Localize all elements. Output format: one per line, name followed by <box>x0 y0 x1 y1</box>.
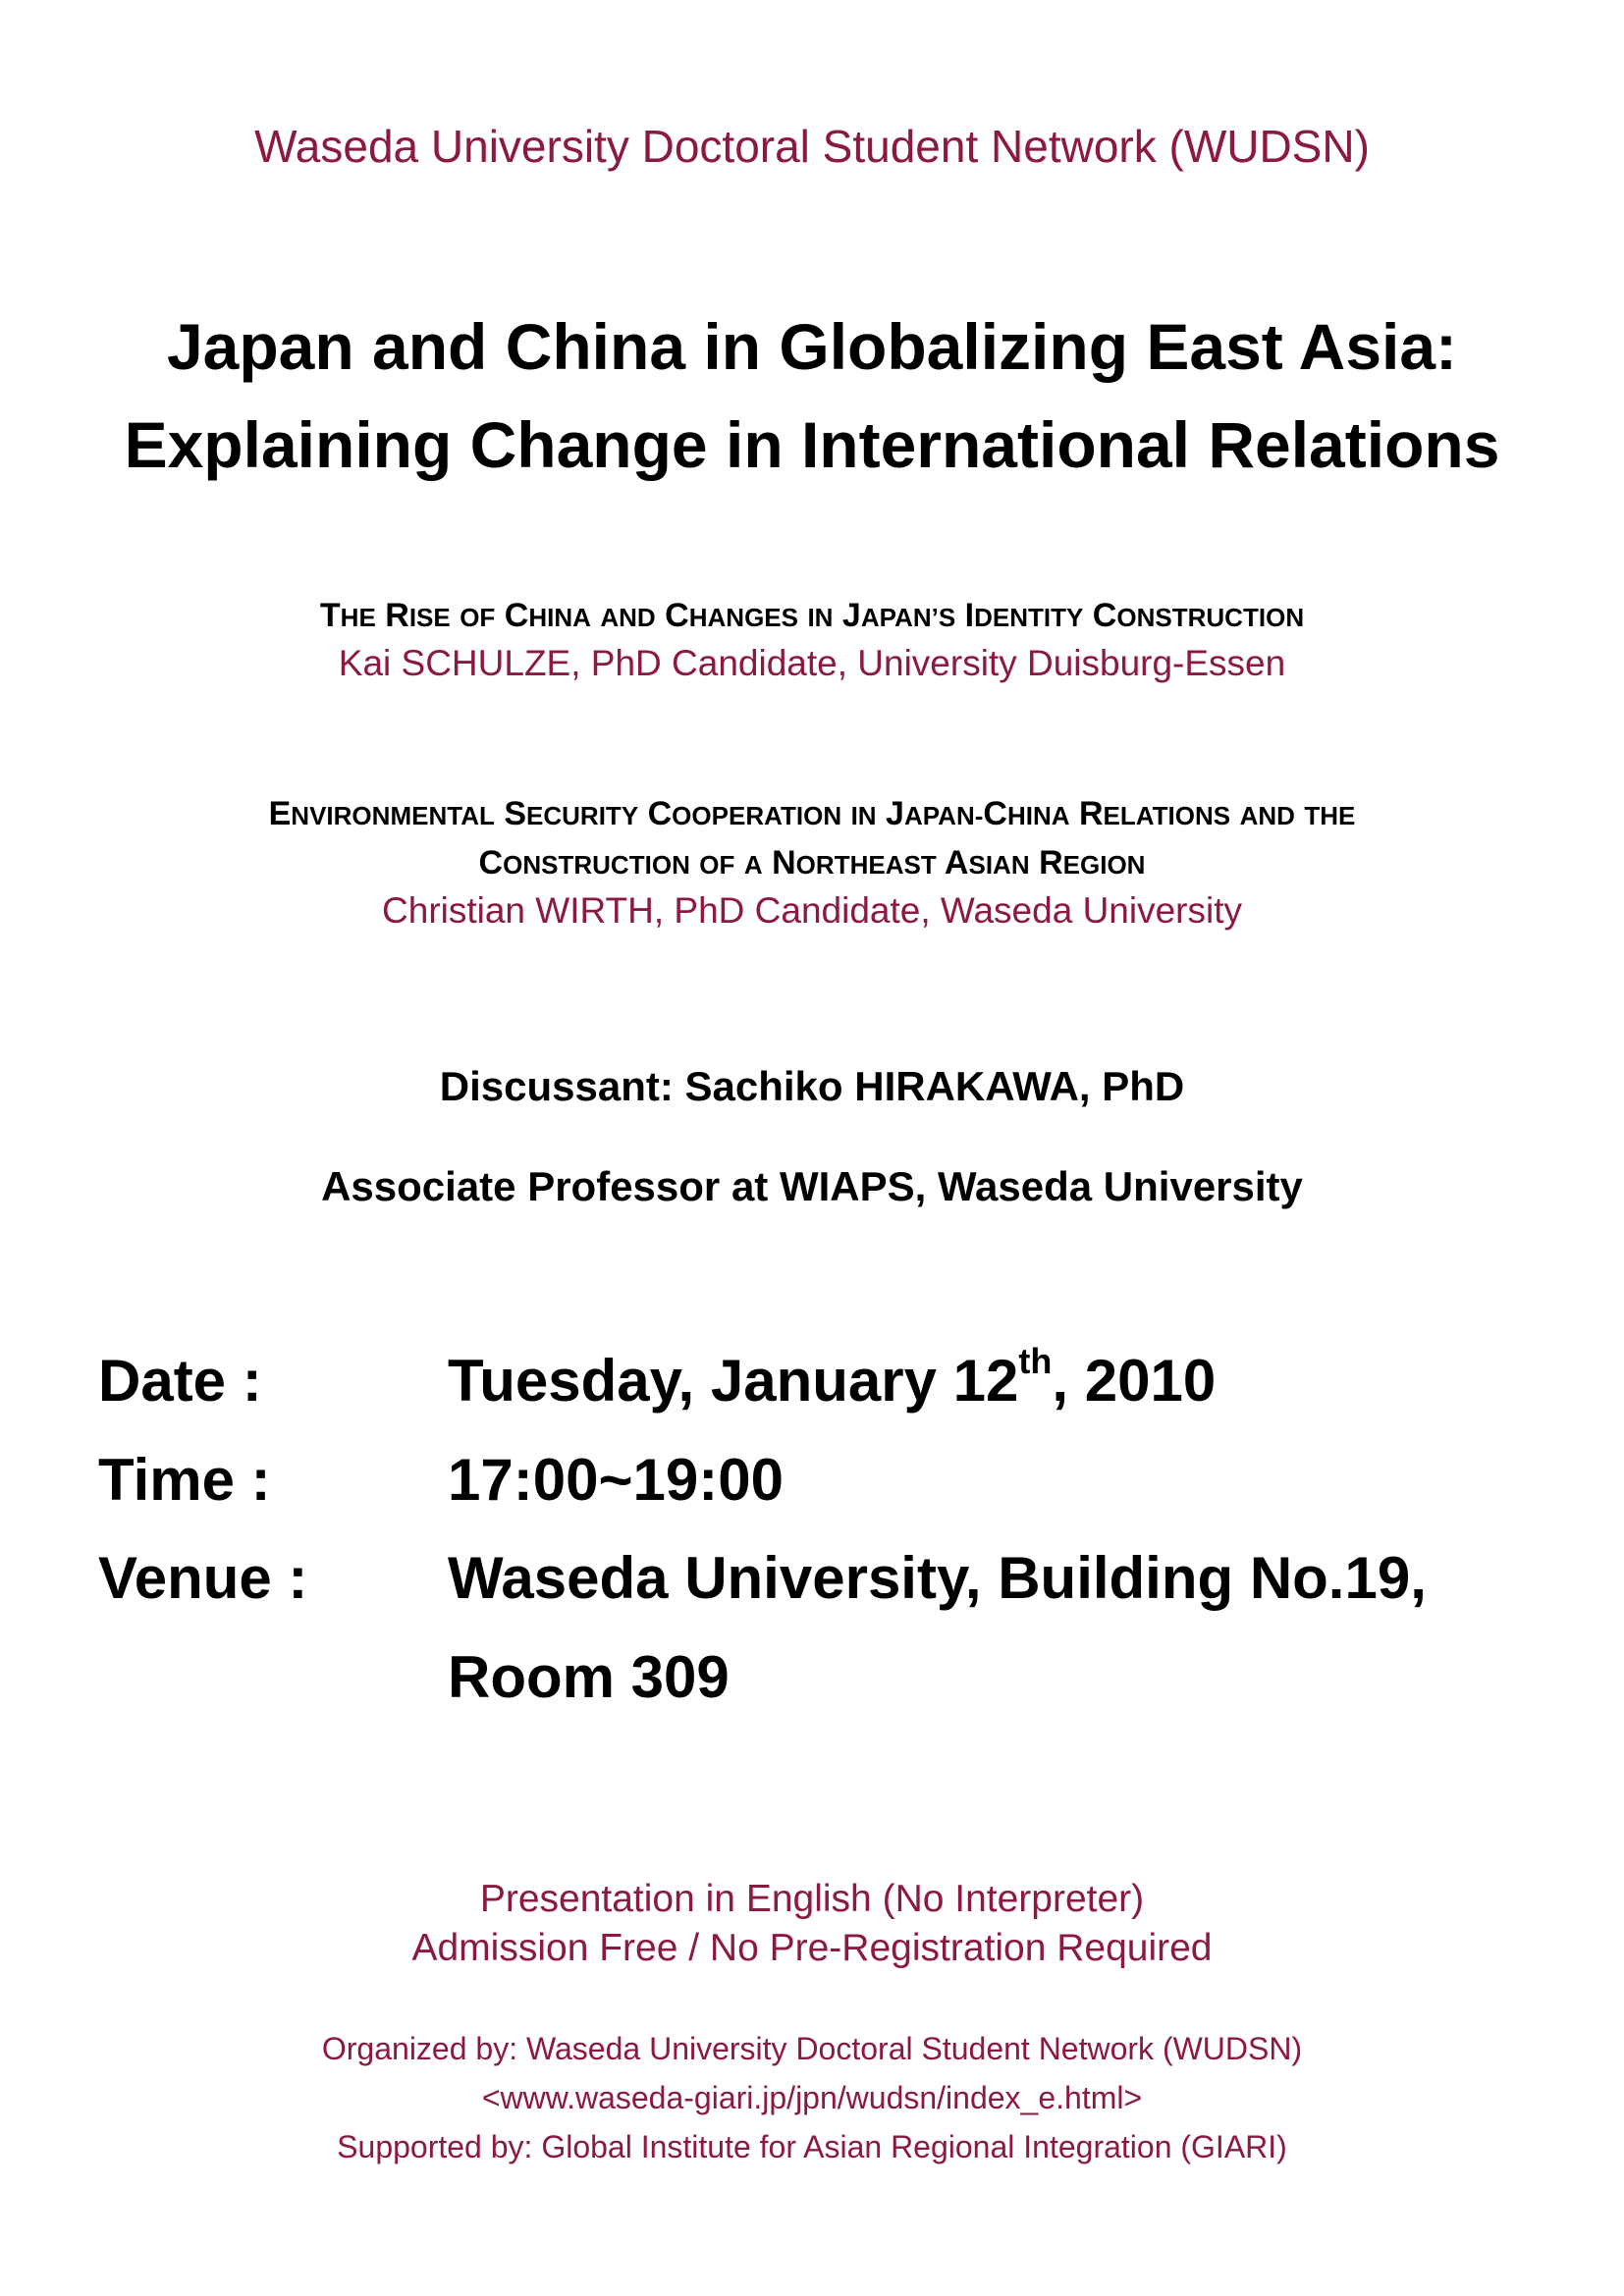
supported-by: Supported by: Global Institute for Asian Regional Integration (GIARI) <box>337 2129 1287 2164</box>
venue-label: Venue : <box>98 1545 308 1611</box>
admission-notice: Admission Free / No Pre-Registration Required <box>411 1927 1213 1969</box>
venue-value-line1: Waseda University, Building No.19, <box>448 1545 1427 1611</box>
language-notice: Presentation in English (No Interpreter) <box>479 1878 1145 1920</box>
discussant-affiliation: Associate Professor at WIAPS, Waseda University <box>321 1163 1303 1209</box>
discussant-name: Discussant: Sachiko HIRAKAWA, PhD <box>439 1063 1185 1109</box>
time-value: 17:00~19:00 <box>448 1447 784 1513</box>
talk1-title <box>0 597 1624 635</box>
date-value-main: Tuesday, January 12 <box>448 1348 1019 1414</box>
organizer-url: <www.waseda-giari.jp/jpn/wudsn/index_e.html> <box>481 2080 1143 2115</box>
talk1-speaker: Kai SCHULZE, PhD Candidate, University Duisburg-Essen <box>338 643 1286 683</box>
talk1-title-text: THE RISE OF CHINA AND CHANGES IN JAPAN’S IDENTITY CONSTRUCTION <box>319 597 1305 634</box>
poster-title-line1: Japan and China in Globalizing East Asia: <box>166 310 1458 383</box>
talk2-title-text-1: ENVIRONMENTAL SECURITY COOPERATION IN JAPAN-CHINA RELATIONS AND THE <box>268 795 1356 832</box>
date-value-year: , 2010 <box>1052 1348 1217 1414</box>
talk2-speaker: Christian WIRTH, PhD Candidate, Waseda University <box>382 890 1242 931</box>
poster-title-line2: Explaining Change in International Relations <box>124 408 1500 481</box>
talk2-title-text-2: CONSTRUCTION OF A NORTHEAST ASIAN REGION <box>478 844 1146 881</box>
talk2-title-line2 <box>0 844 1624 882</box>
venue-value-line2: Room 309 <box>448 1644 730 1710</box>
date-value <box>448 1341 1217 1415</box>
talk2-title-line1 <box>0 795 1624 833</box>
organization-header: Waseda University Doctoral Student Network (WUDSN) <box>254 121 1370 172</box>
date-label: Date : <box>98 1348 262 1414</box>
time-label: Time : <box>98 1447 271 1513</box>
date-value-suffix: th <box>1018 1341 1053 1381</box>
organized-by: Organized by: Waseda University Doctoral Student Network (WUDSN) <box>321 2031 1303 2066</box>
